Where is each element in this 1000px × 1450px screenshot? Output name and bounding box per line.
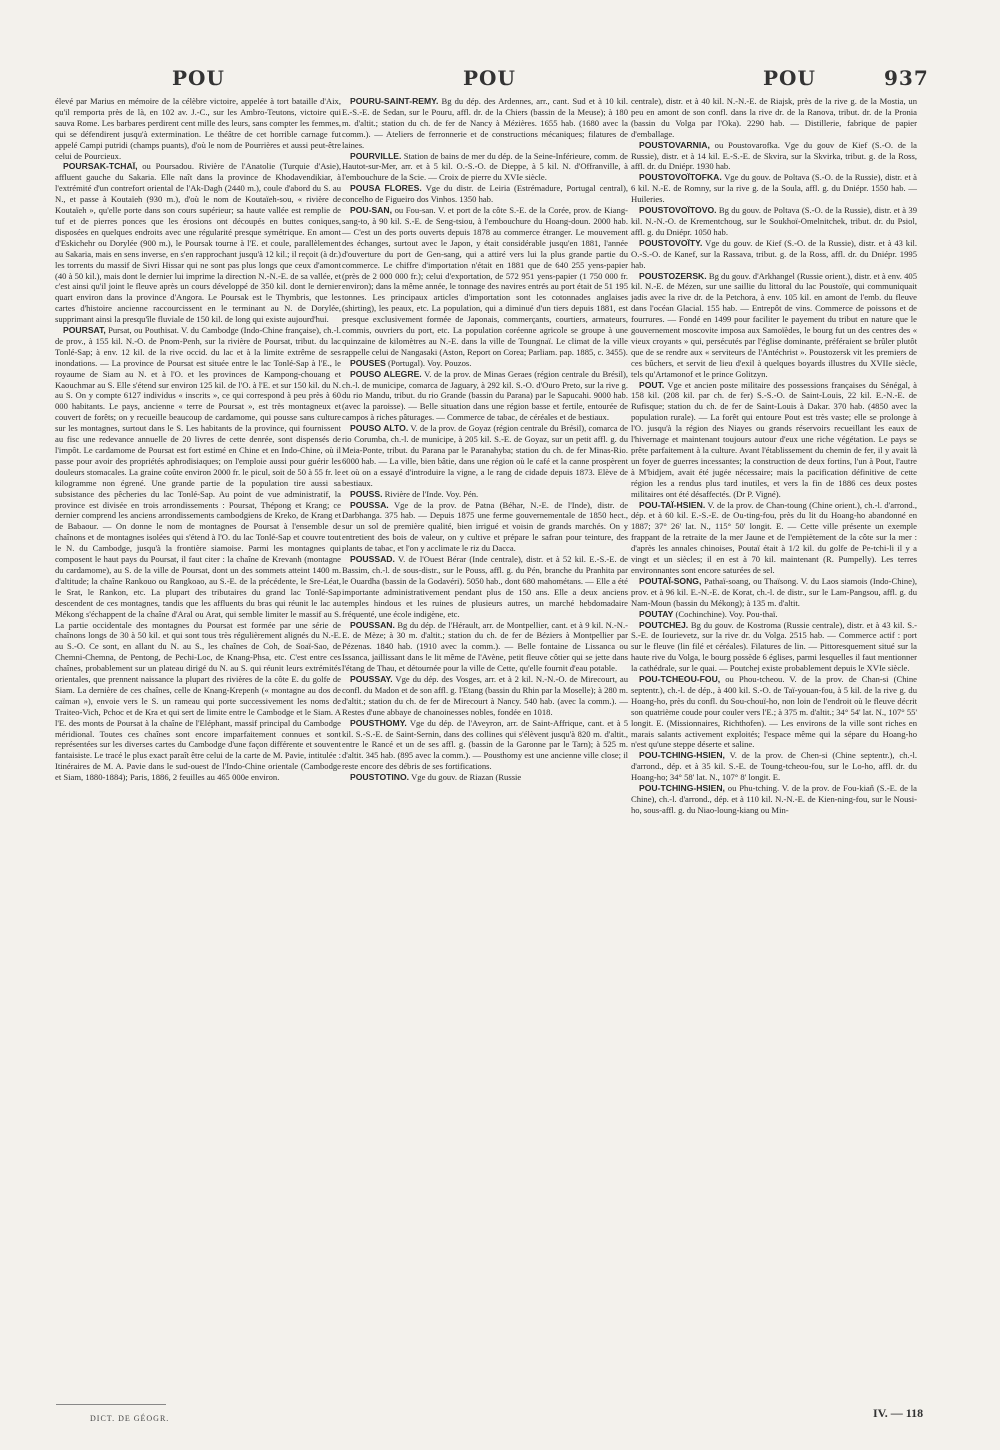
entry-headword: POUSO ALEGRE. — [350, 368, 422, 379]
dictionary-entry — [342, 620, 628, 675]
footer-signature: DICT. DE GÉOGR. — [90, 1414, 170, 1423]
entry-headword: POUSTOVARNIA, — [639, 139, 710, 150]
entry-headword: POUTAY — [639, 608, 674, 619]
dictionary-entry — [342, 718, 628, 773]
entry-headword: POURSAT, — [63, 325, 106, 336]
entry-headword: POUSSAD. — [350, 554, 395, 565]
entry-headword: POU-SAN, — [350, 205, 393, 216]
dictionary-entry — [631, 96, 917, 140]
dictionary-entry — [631, 205, 917, 238]
dictionary-entry — [342, 674, 628, 718]
entry-text: Vge du gouv. de Poltava (S.-O. de la Russie), distr. et à 6 kil. N.-E. de Romny, sur la rive g. de la Soula, affl. g. du Dniépr. 1550 hab. — Huileries. — [631, 172, 917, 205]
entry-headword: POUSTHOMY. — [350, 717, 407, 728]
entry-text: Vge du distr. de Leiria (Estrémadure, Portugal central), concelho de Figueiro dos Vinhos. 1350 hab. — [342, 183, 628, 205]
entry-text: Bg du dép. des Ardennes, arr., cant. Sud et à 10 kil. E.-S.-E. de Sedan, sur le Pouru, affl. dr. de la Chiers (bassin de la Meuse); à 180 m. d'altit.; station du ch. de fer de Nancy à Mézières. 1655 hab. (1680 avec la comm.). — Ateliers de ferronnerie et de constructions mécaniques; filatures de laines. — [342, 96, 628, 150]
dictionary-entry — [55, 96, 341, 161]
dictionary-entry — [342, 183, 628, 205]
entry-text: Bg du gouv. de Kostroma (Russie centrale), distr. et à 43 kil. S.-S.-E. de Iourievetz, sur la rive dr. du Volga. 2515 hab. — Commerce actif : port sur le fleuve (lin filé et céréales). Filatures de lin. — Pittoresquement situé sur la haute rive du Volga, le bourg possède 6 églises, parmi lesquelles il faut mentionner la cathédrale, sur le quai. — Poutchej existe probablement depuis le XVIe siècle. — [631, 619, 917, 674]
dictionary-entry — [631, 140, 917, 173]
dictionary-entry — [342, 358, 628, 369]
entry-text: V. de l'Ouest Bérar (Inde centrale), distr. et à 52 kil. E.-S.-E. de Bassim, ch.-l. de sous-distr., sur le Pouss, affl. g. du Pén, branche du Pranhita par le Ouardha (bassin de la Godavéri). 5050 hab., dont 680 mahométans. — Elle a été importante administrativement pendant plus de 150 ans. Elle a deux anciens temples hindous et les ruines de plusieurs autres, un marché hebdomadaire fréquenté, une école indigène, etc. — [342, 554, 628, 619]
entry-headword: POURVILLE. — [350, 150, 402, 161]
entry-headword: POUT. — [639, 379, 665, 390]
entry-text: centrale), distr. et à 40 kil. N.-N.-E. de Riajsk, près de la rive g. de la Mostia, un peu en amont de son confl. dans la rive dr. de la Ranova, tribut. dr. de la Pronia (bassin du Volga par l'Oka). 2290 hab. — Distillerie, fabrique de papier d'emballage. — [631, 96, 917, 139]
dictionary-entry — [631, 620, 917, 675]
entry-headword: POUTCHEJ. — [639, 619, 689, 630]
entry-headword: POUSES — [350, 357, 386, 368]
dictionary-entry — [55, 325, 341, 783]
entry-text: Rivière de l'Inde. Voy. Pén. — [384, 488, 479, 499]
dictionary-entry — [342, 489, 628, 500]
column-right — [631, 96, 917, 816]
dictionary-entry — [342, 500, 628, 555]
entry-text: V. de la prov. de Minas Geraes (région centrale du Brésil), ch.-l. de municipe, comarca de Jaguary, à 292 kil. S.-O. d'Ouro Preto, sur la rive g. du rio Mandu, tribut. du rio Grande (bassin du Parana) par le Sapucahi. 9000 hab. (avec la paroisse). — Belle situation dans une région basse et fertile, entourée de campos à riches pâturages. — Commerce de tabac, de céréales et de bestiaux. — [342, 368, 628, 423]
dictionary-entry — [342, 96, 628, 151]
entry-text: Pursat, ou Pouthisat. V. du Cambodge (Indo-Chine française), ch.-l. de prov., à 155 kil. N.-O. de Pnom-Penh, sur la rivière de Poursat, tribut. du lac Tonlé-Sap; à env. 12 kil. de la rive occid. du lac et à la limite extrême de ses inondations. — La province de Poursat est située entre le lac Tonlé-Sap à l'E., le royaume de Siam au N. et à l'O. et les provinces de Kampong-chouang et Kaouchmar au S. Elle s'étend sur environ 125 kil. de l'O. à l'E. et sur 150 kil. du N. au S. On y compte 6127 individus « inscrits », ce qui correspond à peu près à 60 000 habitants. Le pays, ancienne « terre de Poursat », est très montagneux et couvert de forêts; on y recueille beaucoup de cardamome, qui pousse sans culture sur les montagnes, surtout dans le S. Les habitants de la province, qui fournissent au fisc une redevance annuelle de 20 livres de cette denrée, sont dispensés de l'impôt. Le cardamome de Poursat est fort estimé en Chine et en Indo-Chine, où il passe pour avoir des propriétés aphrodisiaques; on l'emploie aussi pour guérir les douleurs stomacales. La graine coûte environ 2000 fr. le picul, soit de 50 à 55 fr. le kilogramme non égrené. Une grande partie de la population tire aussi sa subsistance des pêcheries du lac Tonlé-Sap. Au point de vue administratif, la province est divisée en trois arrondissements : Poursat, Thépong et Krang; ce dernier comprend les anciens arrondissements cambodgiens de Kreko, de Krang et de Babaour. — On donne le nom de montagnes de Poursat à l'ensemble de chaînons et de montagnes isolées qui s'étend à l'O. du lac Tonlé-Sap et couvre tout le N. du Cambodge, jusqu'à la frontière siamoise. Parmi les montagnes qui composent le haut pays du Poursat, il faut citer : la chaîne de Krevanh (montagne du cardamome), au S. de la ville de Poursat, dont un des sommets atteint 1400 m. d'altitude; la chaîne Rankouo ou Rangkoao, au S.-E. de la précédente, le Sre-Léat, le Srat, le Rankon, etc. La plupart des tributaires du grand lac Tonlé-Sap descendent de ces montagnes, tandis que les affluents du bras qui réunit le lac au Mékong s'échappent de la chaîne d'Aral ou Arat, qui semble limiter le massif au S. La partie occidentale des montagnes du Poursat est formée par une série de chaînons longs de 30 à 50 kil. et qui sont tous très régulièrement alignés du N.-E. au S.-O. Ce sont, en allant du N. au S., les chaînes de Coh, de Soaï-Sao, de Chemni-Chemna, de Pentong, de Pechi-Loc, de Knang-Phsa, etc. C'est entre ces chaînes, probablement sur un plateau dirigé du N. au S. qui réunit leurs extrémités orientales, que prennent naissance la plupart des rivières de la côte E. du golfe de Siam. La dernière de ces chaînes, celle de Knang-Krepenh (« montagne au dos de caïman »), envoie vers le S. un rameau qui porte successivement les noms de Traiteo-Vich, Pchoc et de Kra et qui sert de limite entre le Cambodge et le Siam. A l'E. des monts de Poursat à la chaîne de l'Eléphant, massif principal du Cambodge méridional. Toutes ces chaînes sont encore imparfaitement connues et sont représentées sur les diverses cartes du Cambodge d'une façon différente et souvent fantaisiste. Le tracé le plus exact paraît être celui de la carte de M. Pavie, intitulée : Itinéraires de M. A. Pavie dans le sud-ouest de l'Indo-Chine orientale (Cambodge et Siam, 1880-1884); Paris, 1886, 2 feuilles au 465 000e environ. — [55, 325, 341, 783]
dictionary-entry — [631, 576, 917, 609]
entry-headword: POU-TAÏ-HSIEN. — [639, 499, 706, 510]
dictionary-entry — [342, 205, 628, 358]
entry-text: Vge du dép. de l'Aveyron, arr. de Saint-Affrique, cant. et à 5 kil. S.-S.-E. de Saint-Sernin, dans des collines qui s'élèvent jusqu'à 820 m. d'altit., entre le Rancé et un de ses affl. g. (bassin de la Garonne par le Tarn); à 525 m. d'altit. 345 hab. (895 avec la comm.). — Pousthomy est une ancienne ville close; il reste encore des débris de ses fortifications. — [342, 717, 628, 772]
entry-text: (Cochinchine). Voy. Pou-thaï. — [675, 608, 778, 619]
entry-text: Station de bains de mer du dép. de la Seine-Inférieure, comm. de Hautot-sur-Mer, arr. et à 5 kil. O.-S.-O. de Dieppe, à 5 kil. N. d'Offranville, à l'embouchure de la Scie. — Croix de pierre du XVIe siècle. — [342, 150, 628, 183]
entry-text: Vge du dép. des Vosges, arr. et à 2 kil. N.-N.-O. de Mirecourt, au confl. du Madon et de son affl. g. l'Etang (bassin du Rhin par la Moselle); à 280 m. d'altit.; station du ch. de fer de Mirecourt à Nancy. 540 hab. (avec la comm.). — Restes d'une abbaye de chanoinesses nobles, fondée en 1018. — [342, 674, 628, 717]
entry-text: Vge du gouv. de Riazan (Russie — [411, 772, 522, 783]
dictionary-entry — [631, 674, 917, 750]
dictionary-entry — [631, 172, 917, 205]
entry-headword: POUSSAN. — [350, 619, 395, 630]
dictionary-entry — [631, 380, 917, 500]
entry-text: V. de la prov. de Chen-si (Chine septentr.), ch.-l. d'arrond., dép. et à 35 kil. S.-E. de Toung-tcheou-fou, sur le Lo-ho, affl. dr. du Hoang-ho; 34° 58' lat. N., 107° 8' longit. E. — [631, 750, 917, 783]
entry-headword: POUSTOVOÏTY. — [639, 237, 703, 248]
dictionary-entry — [342, 423, 628, 488]
dictionary-entry — [631, 500, 917, 576]
entry-text: Vge du gouv. de Kief (S.-O. de la Russie), distr. et à 43 kil. O.-S.-O. de Kanef, sur la Rassava, tribut. g. de la Ross, affl. dr. du Dniépr. 1995 hab. — [631, 237, 918, 270]
entry-headword: POUTAÏ-SONG, — [639, 575, 702, 586]
entry-text: ou Poursadou. Rivière de l'Anatolie (Turquie d'Asie), affluent gauche du Sakaria. Elle naît dans la province de Khodavendikiar, à l'extrémité d'un contrefort oriental de l'Ak-Dagh (2440 m.), coule d'abord du S. au N., et passe à Koutaïeh (930 m.), d'où le nom de Koutaïeh-sou, « rivière de Koutaïeh », qu'elle porte dans son cours supérieur; sa haute vallée est remplie de tuf et de pierres ponces que les érosions ont découpés en buttes coniques, disposées en quelques endroits avec une régularité presque symétrique. En amont d'Eskichehr ou Dorylée (900 m.), le Poursak tourne à l'E. et coule, parallèlement au Sakaria, mais en sens inverse, en s'en rapprochant jusqu'à 12 kil.; il reçoit (à dr.) les torrents du massif de Sivri Hissar qui ne sont pas plus longs que ceux d'amont (40 à 50 kil.), mais dont le dernier lui imprime la direction N.-N.-E. de sa vallée, et c'est ainsi qu'il joint le fleuve après un cours développé de 350 kil. dont le dernier quart environ dans la province d'Angora. Le Poursak est le Thymbris, que les cartes d'histoire ancienne raccourcissent en le terminant au N. de Dorylée, supprimant ainsi la presqu'île fluviale de 150 kil. de long qui existe aujourd'hui. — [55, 161, 341, 325]
dictionary-entry — [55, 161, 341, 325]
running-head-right: POU — [763, 66, 816, 90]
entry-text: ou Phou-tcheou. V. de la prov. de Chan-si (Chine septentr.), ch.-l. de dép., à 400 kil. S.-O. de Taï-youan-fou, à 5 kil. de la rive g. du Hoang-ho, près du confl. du Sou-chouï-ho, non loin de l'endroit où le fleuve décrit son quatrième coude pour couler vers l'E.; à 375 m. d'altit.; 34° 54' lat. N., 107° 55' longit. E. (Missionnaires, Richthofen). — Les environs de la ville sont riches en marais salants activement exploités; l'espace même qui la sépare du Hoang-ho n'est qu'une steppe déserte et saline. — [631, 674, 917, 750]
page-number: 937 — [884, 66, 929, 90]
column-center — [342, 96, 628, 783]
entry-headword: POUSSA. — [350, 499, 389, 510]
running-head-left: POU — [172, 66, 225, 90]
entry-text: Bg du gouv. d'Arkhangel (Russie orient.), distr. et à env. 405 kil. N.-E. de Mézen, sur une saillie du littoral du lac Poustoïe, qui communiquait jadis avec la rive dr. de la Petchora, à env. 105 kil. en amont de l'emb. du fleuve dans l'océan Glacial. 155 hab. — Entrepôt de vins. Commerce de poissons et de fourrures. — Fondé en 1499 pour faciliter le payement du tribut en nature que le gouvernement moscovite imposa aux Samoïèdes, le bourg fut un des centres des « vieux croyants » qui, persécutés par l'église dominante, préféraient se brûler plutôt que de se rendre aux « serviteurs de l'Antéchrist ». Poustozersk vit les premiers de ces bûchers, et servit de lieu d'exil à quelques boyards illustres du XVIIe siècle, tels qu'Artamonof et le prince Golitzyn. — [631, 270, 917, 379]
entry-text: Bg du dép. de l'Hérault, arr. de Montpellier, cant. et à 9 kil. N.-N.-E. de Mèze; à 30 m. d'altit.; station du ch. de fer de Béziers à Montpellier par Pézenas. 1840 hab. (1910 avec la comm.). — Belle fontaine de Lissanca ou Issanca, jaillissant dans le lit même de l'Avène, petit fleuve côtier qui se jette dans l'étang de Thau, et détournée pour la ville de Cette, qu'elle fournit d'eau potable. — [342, 619, 628, 674]
footer-rule — [56, 1404, 166, 1405]
entry-headword: POURSAK-TCHAÏ, — [63, 161, 138, 172]
entry-headword: POUSTOTINO. — [350, 772, 410, 783]
entry-headword: POUSTOZERSK. — [639, 270, 707, 281]
entry-headword: POUSA FLORES. — [350, 183, 422, 194]
entry-headword: POURU-SAINT-REMY. — [350, 96, 439, 106]
dictionary-entry — [631, 750, 917, 783]
entry-headword: POUSTOVOÏTOVO. — [639, 205, 717, 216]
entry-headword: POU-TCHING-HSIEN, — [639, 750, 725, 761]
dictionary-entry — [342, 151, 628, 184]
entry-headword: POU-TCHING-HSIEN, — [639, 783, 725, 794]
column-left — [55, 96, 341, 783]
dictionary-entry — [631, 783, 917, 816]
dictionary-entry — [631, 271, 917, 380]
entry-text: (Portugal). Voy. Pouzos. — [387, 357, 472, 368]
entry-text: Vge de la prov. de Patna (Béhar, N.-E. de l'Inde), distr. de Darbhanga. 375 hab. — Depuis 1875 une ferme gouvernementale de 1850 hect., sur un sol de première qualité, bien irrigué et voisin de grands marchés. On y entretient des bois de valeur, on y cultive et prépare le safran pour teinture, des plants de tabac, et l'on y acclimate le riz du Dacca. — [342, 499, 629, 554]
dictionary-entry — [342, 369, 628, 424]
entry-text: élevé par Marius en mémoire de la célèbre victoire, appelée à tort bataille d'Aix, qu'il remporta près de là, en 102 av. J.-C., sur les Ambro-Teutons, victoire qui sauva Rome. Les barbares perdirent cent mille des leurs, sans compter les femmes, qui se défendirent jusqu'à extermination. Le théâtre de cet horrible carnage fut appelé Campi putridi (champs puants), d'où le nom de Pourrières et aussi peut-être celui de Pourcieux. — [55, 96, 341, 161]
dictionary-entry — [342, 554, 628, 619]
entry-text: V. de la prov. de Goyaz (région centrale du Brésil), comarca de rio Corumba, ch.-l. de municipe, à 205 kil. S.-E. de Goyaz, sur un petit affl. g. du Meia-Ponte, tribut. du Parana par le Paranahyba; station du ch. de fer Minas-Rio. 6000 hab. — La ville, bien bâtie, dans une région où le café et la canne prospèrent et où on a essayé d'introduire la vigne, a le rang de cidade depuis 1873. Elève de bestiaux. — [342, 423, 628, 488]
entry-headword: POUSSAY. — [350, 674, 393, 685]
dictionary-entry — [631, 238, 917, 271]
entry-text: Vge et ancien poste militaire des possessions françaises du Sénégal, à 158 kil. (208 kil. par ch. de fer) S.-S.-O. de Saint-Louis, 22 kil. E.-N.-E. de Rufisque; station du ch. de fer de Saint-Louis à Dakar. 370 hab. (4850 avec la population rurale). — La forêt qui entoure Pout est très vaste; elle se prolonge à l'O. jusqu'à la région des Niayes ou grands réservoirs recueillant les eaux de l'hivernage et maintenant toujours autour d'eux une riche végétation. Le pays se prête parfaitement à la culture. Avant l'établissement du chemin de fer, il y avait là un foyer de guerres incessantes; la construction de deux fortins, l'un à Pout, l'autre à M'bidjem, avait été jugée nécessaire; mais la pacification définitive de cette région les a rendus plus tard inutiles, et vers la fin de 1886 ces deux postes militaires ont été désaffectés. (Dr P. Vigné). — [631, 379, 917, 499]
running-head-center: POU — [463, 66, 516, 90]
entry-text: V. de la prov. de Chan-toung (Chine orient.), ch.-l. d'arrond., dép. et à 60 kil. E.-S.-E. de Ou-ting-fou, près du lit du Hoang-ho abandonné en 1887; 37° 26' lat. N., 115° 50' longit. E. — Cette ville présente un exemple frappant de la retraite de la mer Jaune et de l'empiètement de la côte sur la mer : d'après les annales chinoises, Poutaï était à 1/2 kil. du golfe de Pe-tchi-li il y a vingt et un siècles; il en est à 70 kil. maintenant (R. Pumpelly). Les terres environnantes sont encore saturées de sel. — [631, 499, 917, 575]
entry-headword: POUSTOVOÏTOFKA. — [639, 172, 722, 183]
entry-headword: POUSS. — [350, 488, 383, 499]
footer-volume: IV. — 118 — [873, 1406, 924, 1420]
entry-text: Pathaï-soang, ou Thaïsong. V. du Laos siamois (Indo-Chine), prov. et à 96 kil. E.-N.-E. de Korat, ch.-l. de distr., sur le Lam-Pangsou, affl. g. du Nam-Moun (bassin du Mékong); à 135 m. d'altit. — [631, 575, 917, 608]
entry-text: ou Phu-tching. V. de la prov. de Fou-kiaň (S.-E. de la Chine), ch.-l. d'arrond., dép. et à 110 kil. N.-N.-E. de Kien-ning-fou, sur le Nousi-ho, sous-affl. g. du Niao-loung-kiang ou Min- — [631, 783, 917, 815]
entry-headword: POU-TCHEOU-FOU, — [639, 674, 721, 685]
entry-text: ou Fou-san. V. et port de la côte S.-E. de la Corée, prov. de Kiang-sang-to, à 90 kil. S.-E. de Seng-tsiou, à l'embouchure du Hoang-doun. 2000 hab. — C'est un des ports ouverts depuis 1878 au commerce étranger. Le mouvement des échanges, surtout avec le Japon, y était considérable jusqu'en 1881, l'année d'ouverture du port de Gen-sang, qui a attiré vers lui la plus grande partie du commerce. Le chiffre d'importation n'était en 1881 que de 640 255 yens-papier (près de 2 000 000 fr.); celui d'exportation, de 572 951 yens-papier (1 750 000 fr. environ); dans la même année, le tonnage des navires entrés au port était de 51 195 tonnes. Les principaux articles d'importation sont les cotonnades anglaises (shirting), les peaux, etc. La population, qui a diminué d'un tiers depuis 1881, est presque exclusivement formée de Japonais, commerçants, courtiers, armateurs, commis, ouvriers du port, etc. La population coréenne agricole se groupe à une quinzaine de kilomètres au N.-E. dans la ville de Toungnaï. Le climat de la ville rappelle celui de Nangasaki (Aston, Report on Corea; Parliam. pap. 1885, c. 3455). — [342, 205, 628, 357]
entry-text: Bg du gouv. de Poltava (S.-O. de la Russie), distr. et à 39 kil. N.-N.-O. de Krementchoug, sur le Soukhoï-Omelnitchek, tribut. dr. du Psiol, affl. g. du Dniépr. 1050 hab. — [631, 205, 917, 237]
entry-text: ou Poustovarofka. Vge du gouv de Kief (S.-O. de la Russie), distr. et à 14 kil. E.-S.-E. de Skvira, sur la Skvirka, tribut. g. de la Ross, affl. dr. du Dniépr. 1930 hab. — [631, 139, 917, 172]
entry-headword: POUSO ALTO. — [350, 423, 409, 434]
dictionary-entry — [342, 772, 628, 783]
dictionary-entry — [631, 609, 917, 620]
